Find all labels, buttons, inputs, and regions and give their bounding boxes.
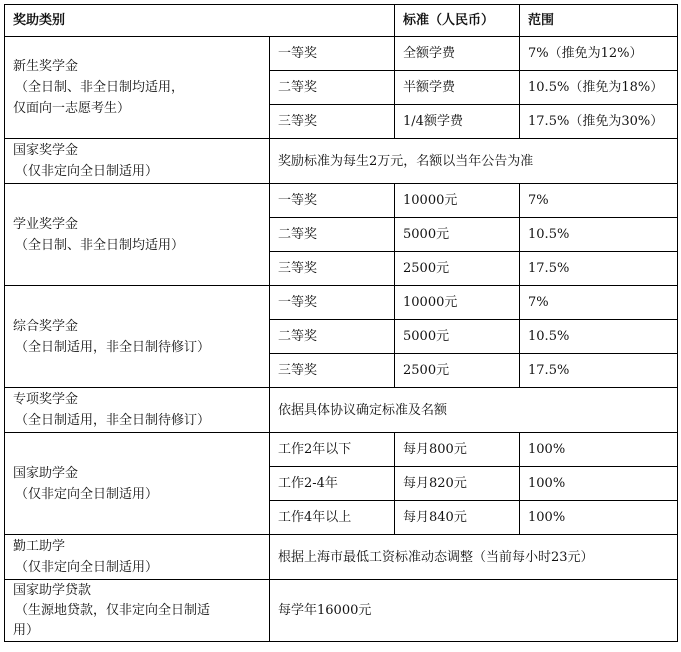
level-cell: 工作2年以下 <box>270 433 395 467</box>
standard-cell: 10000元 <box>395 184 520 218</box>
range-cell: 10.5% <box>520 320 678 354</box>
table-row <box>5 184 678 218</box>
range-cell: 7%（推免为12%） <box>520 37 678 71</box>
header-range: 范围 <box>520 5 678 37</box>
scholarship-table <box>4 4 678 642</box>
standard-cell: 每月800元 <box>395 433 520 467</box>
category-note: （仅非定向全日制适用） <box>15 560 159 575</box>
table-row <box>5 580 678 642</box>
level-cell: 二等奖 <box>270 71 395 105</box>
header-standard: 标准（人民币） <box>395 5 520 37</box>
category-cell-zonghe <box>5 286 270 388</box>
table-row <box>5 388 678 433</box>
standard-cell: 2500元 <box>395 252 520 286</box>
category-cell-qingong <box>5 535 270 580</box>
range-cell: 10.5%（推免为18%） <box>520 71 678 105</box>
header-row <box>5 5 678 37</box>
category-note: （全日制适用，非全日制待修订） <box>15 339 211 355</box>
category-name: 新生奖学金 <box>13 59 79 74</box>
category-note: 用） <box>13 622 40 638</box>
category-name: 勤工助学 <box>13 539 66 554</box>
category-cell-zhuxuejin <box>5 433 270 535</box>
range-cell: 100% <box>520 433 678 467</box>
category-note: （生源地贷款，仅非定向全日制适 <box>15 602 211 618</box>
range-cell: 100% <box>520 501 678 535</box>
level-cell: 一等奖 <box>270 37 395 71</box>
category-name: 综合奖学金 <box>13 318 79 334</box>
table-row <box>5 433 678 467</box>
category-cell-xinsheng <box>5 37 270 139</box>
level-cell: 二等奖 <box>270 320 395 354</box>
range-cell: 10.5% <box>520 218 678 252</box>
level-cell: 三等奖 <box>270 354 395 388</box>
level-cell: 三等奖 <box>270 252 395 286</box>
category-note: （仅非定向全日制适用） <box>15 164 159 179</box>
category-note: （仅非定向全日制适用） <box>15 486 159 502</box>
header-category: 奖助类别 <box>5 5 395 37</box>
range-cell: 7% <box>520 286 678 320</box>
category-note: （全日制、非全日制均适用） <box>15 237 185 253</box>
level-cell: 工作2-4年 <box>270 467 395 501</box>
merged-text-cell: 根据上海市最低工资标准动态调整（当前每小时23元） <box>270 535 678 580</box>
table-row <box>5 286 678 320</box>
category-name: 学业奖学金 <box>13 216 79 232</box>
range-cell: 17.5% <box>520 354 678 388</box>
category-cell-xueye <box>5 184 270 286</box>
merged-text-cell: 依据具体协议确定标准及名额 <box>270 388 678 433</box>
range-cell: 7% <box>520 184 678 218</box>
standard-cell: 每月820元 <box>395 467 520 501</box>
standard-cell: 半额学费 <box>395 71 520 105</box>
merged-text-cell: 奖励标准为每生2万元，名额以当年公告为准 <box>270 139 678 184</box>
level-cell: 工作4年以上 <box>270 501 395 535</box>
standard-cell: 全额学费 <box>395 37 520 71</box>
level-cell: 二等奖 <box>270 218 395 252</box>
category-name: 国家助学金 <box>13 465 79 481</box>
merged-text-cell: 每学年16000元 <box>270 580 678 642</box>
standard-cell: 每月840元 <box>395 501 520 535</box>
level-cell: 一等奖 <box>270 184 395 218</box>
category-name: 专项奖学金 <box>13 392 79 407</box>
standard-cell: 1/4额学费 <box>395 105 520 139</box>
standard-cell: 10000元 <box>395 286 520 320</box>
standard-cell: 5000元 <box>395 218 520 252</box>
table-row <box>5 535 678 580</box>
range-cell: 17.5% <box>520 252 678 286</box>
table-row <box>5 37 678 71</box>
category-cell-daikuan <box>5 580 270 642</box>
level-cell: 三等奖 <box>270 105 395 139</box>
category-note: （全日制适用，非全日制待修订） <box>15 413 211 428</box>
range-cell: 100% <box>520 467 678 501</box>
level-cell: 一等奖 <box>270 286 395 320</box>
category-note: （全日制、非全日制均适用， <box>15 80 185 95</box>
range-cell: 17.5%（推免为30%） <box>520 105 678 139</box>
standard-cell: 5000元 <box>395 320 520 354</box>
category-cell-guojia <box>5 139 270 184</box>
category-cell-zhuanxiang <box>5 388 270 433</box>
table-row <box>5 139 678 184</box>
category-name: 国家奖学金 <box>13 143 79 158</box>
category-note: 仅面向一志愿考生） <box>13 101 131 116</box>
category-name: 国家助学贷款 <box>13 582 92 598</box>
standard-cell: 2500元 <box>395 354 520 388</box>
